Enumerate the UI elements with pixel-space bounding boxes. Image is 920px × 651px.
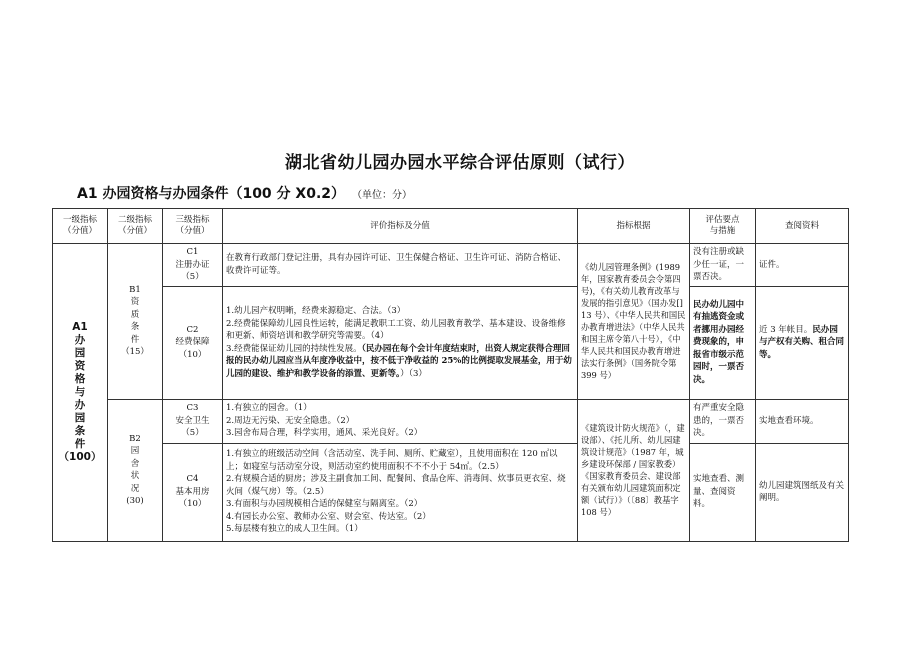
header-materials: 查阅资料	[756, 209, 849, 244]
table-row-c4	[53, 443, 849, 541]
header-level3: 三级指标 （分值）	[163, 209, 223, 244]
c1-materials: 证件。	[756, 244, 849, 287]
c4-materials: 幼儿园建筑图纸及有关阐明。	[756, 443, 849, 541]
section-subtitle	[77, 183, 412, 203]
c4-name-cell: C4 基本用房 （10）	[163, 443, 223, 541]
c2-key-points: 民办幼儿园中有抽逃资金或者挪用办园经费现象的，申报省市级示范园时，一票否决。	[690, 286, 756, 399]
evaluation-table	[52, 208, 849, 542]
c3-criteria: 1.有独立的园舍。（1） 2.周边无污染、无安全隐患。（2） 3.园舍布局合理，科学实用，通风、采光良好。（2）	[223, 399, 578, 443]
table-row-c3	[53, 399, 849, 443]
level1-cell: A1 办 园 资 格 与 办 园 条 件 （100）	[53, 244, 108, 542]
unit-note: （单位：分）	[357, 190, 413, 201]
c2-materials: 近 3 年帐目。民办园与产权有关购、租合同等。	[756, 286, 849, 399]
section-subtitle-text: A1 办园资格与办园条件（100 分 X0.2）	[77, 186, 346, 202]
header-basis: 指标根据	[578, 209, 690, 244]
c4-key-points: 实地查看、测量、查阅资料。	[690, 443, 756, 541]
c1-criteria: 在教育行政部门登记注册，具有办园许可证、卫生保健合格证、卫生许可证、消防合格证、收费许可证等。	[223, 244, 578, 287]
header-level1: 一级指标 （分值）	[53, 209, 108, 244]
c1-name-cell: C1 注册办证 （5）	[163, 244, 223, 287]
table-row-c1	[53, 244, 849, 287]
c4-criteria: 1.有独立的班级活动空间（含活动室、洗手间、厕所、贮藏室），且使用面积在 120 ㎡以上；如寝室与活动室分设，则活动室约使用面积不不不小于 54㎡。（2.5） 2.有规模合适的厨房；涉及主副食加工间、配餐间、食品仓库、消毒间、炊事员更衣室、烧火间（煤气房）等。（2.5） 3.有面积与办园规模相合适的保健室与隔离室。（2） 4.有园长办公室、教师办公室、财会室、传达室。（2） 5.每层楼有独立的成人卫生间。（1）	[223, 443, 578, 541]
level2-b1-cell: B1 资 质 条 件 （15）	[108, 244, 163, 400]
b1-basis: 《幼儿园管理条例》(1989 年，国家教育委员会令第四号)，《有关幼儿教育改革与发展的指引意见》（国办发[] 13 号）、《中华人民共和国民办教育增进法》（中华人民共和国主席令第八十号），《中华人民共和国民办教育增进法实行条例》（国务院令第 399 号）	[578, 244, 690, 400]
c2-name-cell: C2 经费保障 （10）	[163, 286, 223, 399]
c2-criteria: 1.幼儿园产权明晰，经费来源稳定、合法。（3） 2.经费能保障幼儿园良性运转，能满足教职工工资、幼儿园教育教学、基本建设、设备维修和更新、师资培训和教学研究等需要。（4） 3.经费能保证幼儿园的持续性发展。（民办园在每个会计年度结束时，出资人规定获得合理回报的民办幼儿园应当从年度净收益中，按不低于净收益的 25%的比例提取发展基金，用于幼儿园的建设、维护和教学设备的添置、更新等。）（3）	[223, 286, 578, 399]
header-criteria: 评价指标及分值	[223, 209, 578, 244]
document-title: 湖北省幼儿园办园水平综合评估原则（试行）	[285, 153, 635, 173]
c3-materials: 实地查看环境。	[756, 399, 849, 443]
c3-name-cell: C3 安全卫生 （5）	[163, 399, 223, 443]
header-key-points: 评估要点 与措施	[690, 209, 756, 244]
header-row	[53, 209, 849, 244]
b2-basis: 《建筑设计防火规范》（，建设部）、《托儿所、幼儿园建筑设计规范》（1987 年，城乡建设环保部 / 国家教委）《国家教育委员会、建设部有关颁布幼儿园建筑面积定额（试行）》（〔88〕教基字 108 号）	[578, 399, 690, 541]
c1-key-points: 没有注册或缺少任一证，一票否决。	[690, 244, 756, 287]
table-row-c2	[53, 286, 849, 399]
level2-b2-cell: B2 园 舍 状 况 (30)	[108, 399, 163, 541]
header-level2: 二级指标 （分值）	[108, 209, 163, 244]
c3-key-points: 有严重安全隐患的，一票否决。	[690, 399, 756, 443]
